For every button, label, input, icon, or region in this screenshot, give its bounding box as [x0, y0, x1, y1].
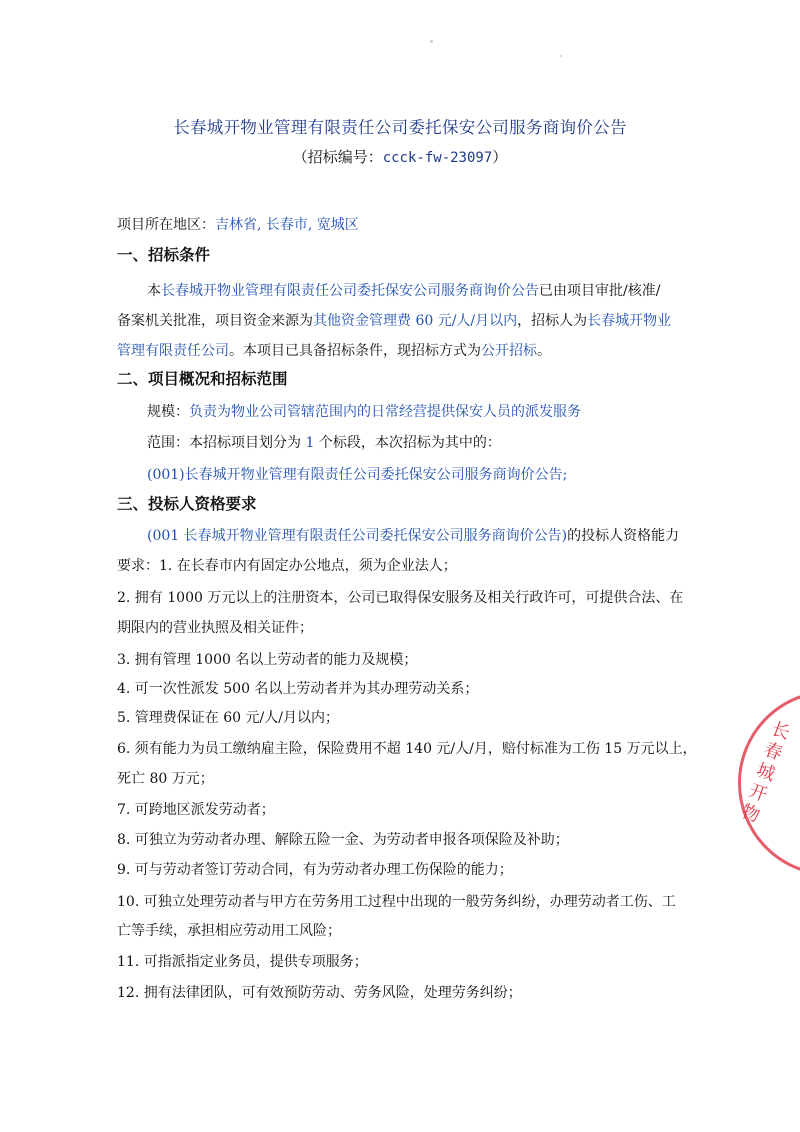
section1-para-line-1 — [147, 282, 660, 300]
scale-label: 规模： — [147, 404, 189, 420]
region-value: 吉林省, 长春市, 宽城区 — [215, 217, 359, 233]
section1-para-line-3 — [117, 342, 551, 360]
requirement-line: 10. 可独立处理劳动者与甲方在劳务用工过程中出现的一般劳务纠纷，办理劳动者工伤、工 — [117, 894, 676, 910]
text-span: 已由项目审批/核准/ — [539, 283, 661, 299]
lot-count: 1 — [305, 435, 315, 451]
tender-method: 公开招标 — [481, 343, 537, 359]
lot-reference: (001 长春城开物业管理有限责任公司委托保安公司服务商询价公告) — [147, 528, 568, 544]
requirement-line: 期限内的营业执照及相关证件； — [117, 620, 313, 636]
company-seal-text: 长春城开物 — [738, 718, 793, 827]
scan-speck — [430, 40, 433, 43]
document-title: 长春城开物业管理有限责任公司委托保安公司服务商询价公告 — [173, 118, 627, 137]
section-heading-1: 一、招标条件 — [117, 246, 211, 264]
requirement-line: 8. 可独立为劳动者办理、解除五险一金、为劳动者申报各项保险及补助； — [117, 832, 569, 848]
bid-number-value: ccck-fw-23097 — [382, 150, 493, 166]
section-heading-3: 三、投标人资格要求 — [117, 495, 257, 513]
requirement-line: 亡等手续，承担相应劳动用工风险； — [117, 923, 341, 939]
text-span: 个标段，本次招标为其中的： — [318, 435, 501, 451]
scale-line — [147, 403, 581, 421]
qualification-intro-line-2: 要求：1. 在长春市内有固定办公地点，须为企业法人； — [117, 558, 457, 574]
text-span: 。 — [537, 343, 551, 359]
scale-value: 负责为物业公司管辖范围内的日常经营提供保安人员的派发服务 — [189, 404, 581, 420]
text-span: 本 — [147, 283, 161, 299]
bid-number-prefix: （招标编号： — [292, 148, 383, 166]
project-name: 长春城开物业管理有限责任公司委托保安公司服务商询价公告 — [161, 283, 539, 299]
tenderer-name-cont: 管理有限责任公司 — [117, 343, 229, 359]
lot-line: (001)长春城开物业管理有限责任公司委托保安公司服务商询价公告; — [147, 467, 568, 483]
region-line — [117, 216, 359, 234]
requirement-line: 12. 拥有法律团队，可有效预防劳动、劳务风险，处理劳务纠纷； — [117, 985, 522, 1001]
text-span: 的投标人资格能力 — [567, 528, 680, 544]
requirement-line: 9. 可与劳动者签订劳动合同，有为劳动者办理工伤保险的能力； — [117, 862, 513, 878]
funding-source: 其他资金管理费 60 元/人/月以内 — [313, 313, 518, 329]
text-span: 备案机关批准，项目资金来源为 — [117, 313, 313, 329]
range-line — [147, 434, 501, 452]
requirement-line: 死亡 80 万元； — [117, 771, 214, 787]
requirement-line: 11. 可指派指定业务员，提供专项服务； — [117, 954, 368, 970]
text-span: 。本项目已具备招标条件，现招标方式为 — [229, 343, 481, 359]
tenderer-name: 长春城开物业 — [587, 313, 672, 329]
requirement-line: 2. 拥有 1000 万元以上的注册资本，公司已取得保安服务及相关行政许可，可提供合法、在 — [117, 590, 684, 606]
scan-speck — [560, 55, 562, 57]
section1-para-line-2 — [117, 312, 671, 330]
bid-number — [0, 146, 800, 167]
requirement-line: 6. 须有能力为员工缴纳雇主险，保险费用不超 140 元/人/月，赔付标准为工伤 15 万元以上， — [117, 741, 697, 757]
qualification-intro-line-1 — [147, 527, 679, 545]
text-span: 范围：本招标项目划分为 — [147, 435, 301, 451]
region-label: 项目所在地区： — [117, 217, 215, 233]
section-heading-2: 二、项目概况和招标范围 — [117, 370, 288, 388]
requirement-line: 3. 拥有管理 1000 名以上劳动者的能力及规模； — [117, 652, 418, 668]
bid-number-suffix: ） — [492, 148, 508, 166]
requirement-line: 5. 管理费保证在 60 元/人/月以内； — [117, 710, 339, 726]
text-span: ，招标人为 — [517, 313, 588, 329]
requirement-line: 4. 可一次性派发 500 名以上劳动者并为其办理劳动关系； — [117, 681, 479, 697]
requirement-line: 7. 可跨地区派发劳动者； — [117, 802, 275, 818]
